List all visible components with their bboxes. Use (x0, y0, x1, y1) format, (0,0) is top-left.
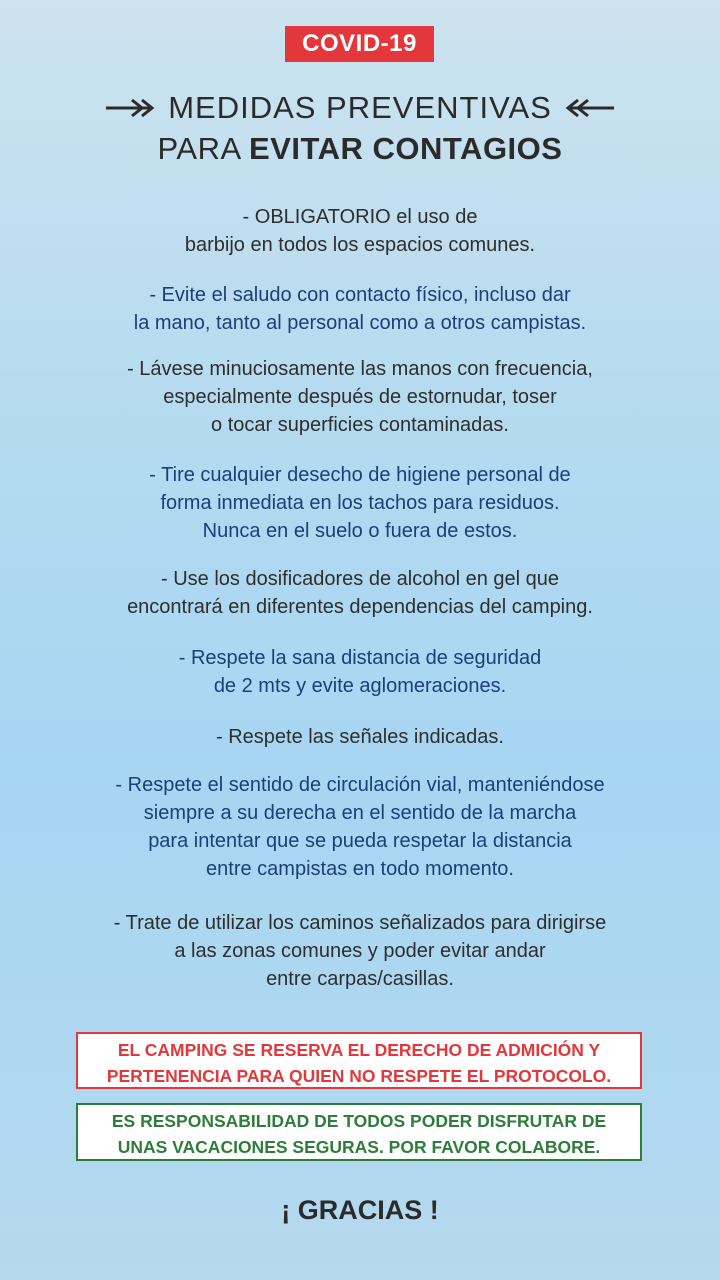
item-line: - Tire cualquier desecho de higiene personal de (149, 464, 571, 486)
title-text-2-light: PARA (157, 131, 250, 166)
measure-item-mask (40, 203, 680, 259)
item-line: entre carpas/casillas. (266, 968, 454, 990)
admission-notice (76, 1032, 642, 1089)
item-line: de 2 mts y evite aglomeraciones. (213, 675, 507, 697)
notice-line: UNAS VACACIONES SEGURAS. POR FAVOR COLABORE. (117, 1137, 601, 1157)
item-line: especialmente después de estornudar, toser (163, 386, 557, 408)
item-line: la mano, tanto al personal como a otros campistas. (133, 312, 587, 334)
item-line: - Respete la sana distancia de seguridad (178, 647, 542, 669)
covid-badge: COVID-19 (285, 26, 434, 62)
item-line: o tocar superficies contaminadas. (211, 414, 509, 436)
item-line: - Use los dosificadores de alcohol en gel que (160, 568, 560, 590)
measure-item-distance (40, 644, 680, 700)
notice-line: EL CAMPING SE RESERVA EL DERECHO DE ADMICIÓN Y (117, 1040, 601, 1060)
item-line: siempre a su derecha en el sentido de la marcha (143, 802, 577, 824)
title-text-2-bold: EVITAR CONTAGIOS (249, 131, 563, 166)
title-line-2 (0, 131, 720, 167)
item-line: encontrará en diferentes dependencias del camping. (127, 596, 593, 618)
item-line: para intentar que se pueda respetar la distancia (148, 830, 572, 852)
measure-item-greeting (40, 281, 680, 337)
item-line: a las zonas comunes y poder evitar andar (174, 940, 546, 962)
item-line: forma inmediata en los tachos para residuos. (160, 492, 560, 514)
item-line: - Evite el saludo con contacto físico, incluso dar (149, 284, 571, 306)
item-line: - OBLIGATORIO el uso de (242, 206, 478, 228)
double-chevron-arrow-left-icon (564, 98, 616, 118)
notice-line: ES RESPONSABILIDAD DE TODOS PODER DISFRUTAR DE (111, 1111, 607, 1131)
measure-item-circulation (40, 771, 680, 883)
item-line: barbijo en todos los espacios comunes. (184, 234, 536, 256)
item-line: - Respete las señales indicadas. (216, 726, 504, 748)
item-line: - Trate de utilizar los caminos señalizados para dirigirse (113, 912, 607, 934)
item-line: - Lávese minuciosamente las manos con frecuencia, (127, 358, 593, 380)
thanks-text: ¡ GRACIAS ! (281, 1195, 439, 1225)
double-chevron-arrow-right-icon (104, 98, 156, 118)
measure-item-sanitizer (40, 565, 680, 621)
measure-item-handwash (40, 355, 680, 439)
item-line: - Respete el sentido de circulación vial, manteniéndose (115, 774, 605, 796)
title-text-1: MEDIDAS PREVENTIVAS (168, 90, 552, 125)
item-line: Nunca en el suelo o fuera de estos. (202, 520, 518, 542)
measure-item-signs (40, 723, 680, 751)
notice-line: PERTENENCIA PARA QUIEN NO RESPETE EL PROTOCOLO. (106, 1066, 612, 1086)
title-line-1 (0, 90, 720, 126)
measure-item-waste (40, 461, 680, 545)
responsibility-notice (76, 1103, 642, 1161)
measure-item-paths (40, 909, 680, 993)
item-line: entre campistas en todo momento. (206, 858, 514, 880)
